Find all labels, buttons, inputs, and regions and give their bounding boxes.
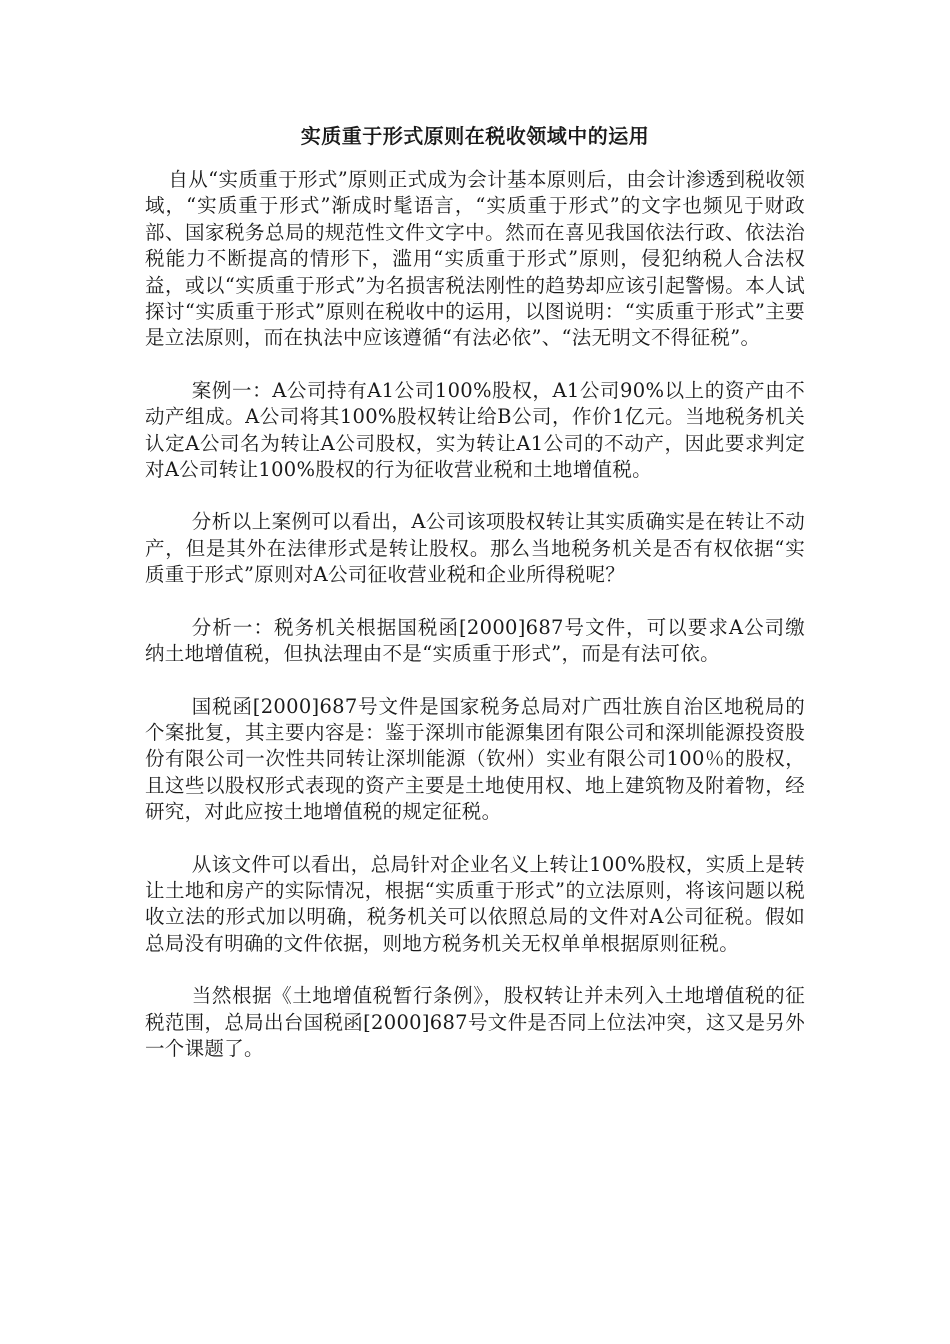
paragraph-document-summary: 国税函[2000]687号文件是国家税务总局对广西壮族自治区地税局的个案批复，其主要内容是：鉴于深圳市能源集团有限公司和深圳能源投资股份有限公司一次性共同转让深圳能源（钦州）实业有限公司100％的股权，且这些以股权形式表现的资产主要是土地使用权、地上建筑物及附着物，经研究，对此应按土地增值税的规定征税。 xyxy=(145,694,805,824)
paragraph-conclusion: 当然根据《土地增值税暂行条例》，股权转让并未列入土地增值税的征税范围，总局出台国税函[2000]687号文件是否同上位法冲突，这又是另外一个课题了。 xyxy=(145,984,805,1060)
paragraph-analysis-one: 分析一：税务机关根据国税函[2000]687号文件，可以要求A公司缴纳土地增值税，但执法理由不是“实质重于形式”，而是有法可依。 xyxy=(145,615,805,666)
paragraph-interpretation: 从该文件可以看出，总局针对企业名义上转让100%股权，实质上是转让土地和房产的实际情况，根据“实质重于形式”的立法原则，将该问题以税收立法的形式加以明确，税务机关可以依照总局的文件对A公司征税。假如总局没有明确的文件依据，则地方税务机关无权单单根据原则征税。 xyxy=(145,852,805,955)
paragraph-analysis: 分析以上案例可以看出，A公司该项股权转让其实质确实是在转让不动产，但是其外在法律形式是转让股权。那么当地税务机关是否有权依据“实质重于形式”原则对A公司征收营业税和企业所得税呢？ xyxy=(145,510,805,587)
document-title: 实质重于形式原则在税收领域中的运用 xyxy=(300,124,650,148)
paragraph-intro: 自从“实质重于形式”原则正式成为会计基本原则后，由会计渗透到税收领域，“实质重于形式”渐成时髦语言，“实质重于形式”的文字也频见于财政部、国家税务总局的规范性文件文字中。然而在喜见我国依法行政、依法治税能力不断提高的情形下，滥用“实质重于形式”原则，侵犯纳税人合法权益，或以“实质重于形式”为名损害税法刚性的趋势却应该引起警惕。本人试探讨“实质重于形式”原则在税收中的运用，以图说明：“实质重于形式”主要是立法原则，而在执法中应该遵循“有法必依”、“法无明文不得征税”。 xyxy=(145,168,805,350)
paragraph-case-one: 案例一：A公司持有A1公司100%股权，A1公司90%以上的资产由不动产组成。A公司将其100%股权转让给B公司，作价1亿元。当地税务机关认定A公司名为转让A公司股权，实为转让A1公司的不动产，因此要求判定对A公司转让100%股权的行为征收营业税和土地增值税。 xyxy=(145,378,805,482)
document-body xyxy=(145,167,805,1088)
